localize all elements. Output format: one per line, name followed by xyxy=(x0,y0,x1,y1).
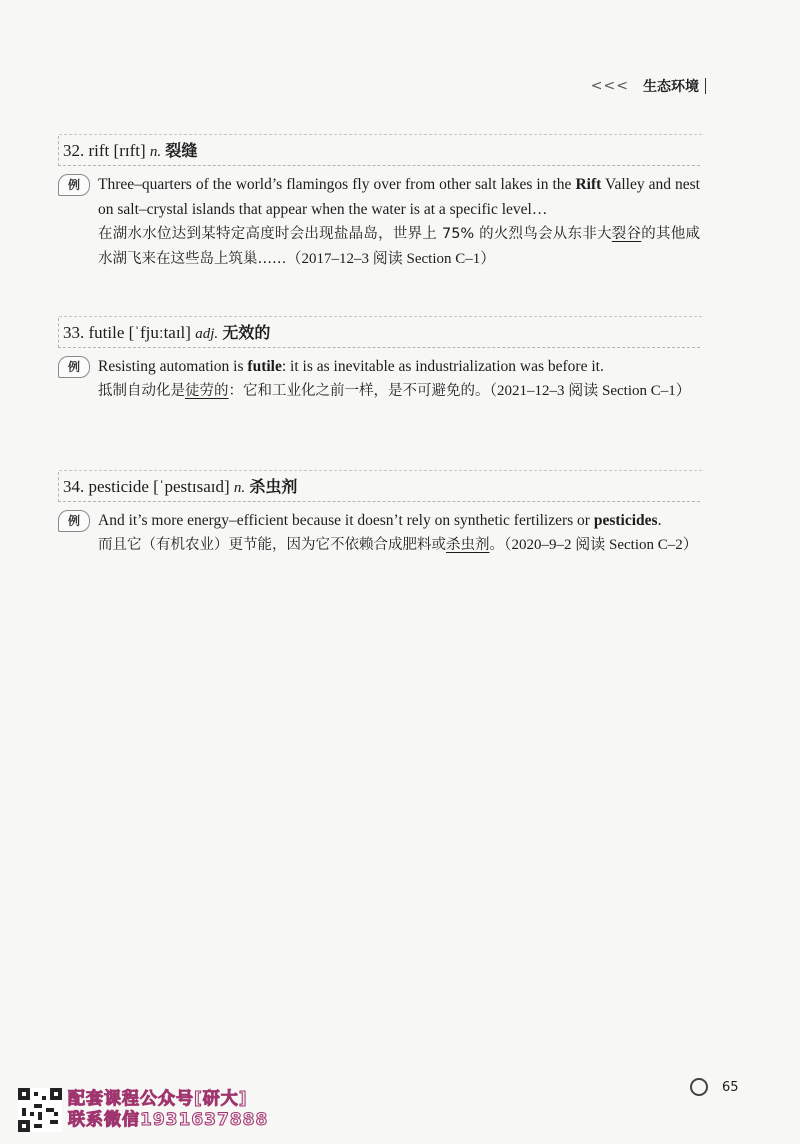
entry-heading xyxy=(58,136,700,166)
entry-number: 34. xyxy=(63,477,85,496)
watermark xyxy=(18,1088,268,1132)
entry-number: 33. xyxy=(63,323,85,342)
example-block xyxy=(58,354,700,404)
example-chinese: 在湖水水位达到某特定高度时会出现盐晶岛，世界上 75% 的火烈鸟会从东非大裂谷的其他咸水湖飞来在这些岛上筑巢……（2017–12–3 阅读 Section C–1） xyxy=(98,226,701,267)
entry-meaning: 无效的 xyxy=(222,323,271,342)
example-badge: 例 xyxy=(58,356,90,378)
header-divider xyxy=(705,78,706,94)
entry-number: 32. xyxy=(63,141,85,160)
vocab-entry-32 xyxy=(58,136,700,272)
entry-meaning: 裂缝 xyxy=(165,141,198,160)
header-arrows: <<< xyxy=(590,78,629,94)
entry-meaning: 杀虫剂 xyxy=(249,477,298,496)
entry-phonetic: [rɪft] xyxy=(113,141,146,160)
example-block xyxy=(58,172,700,272)
example-block xyxy=(58,508,700,558)
entry-word: rift xyxy=(88,141,110,160)
highlight-translation: 杀虫剂 xyxy=(446,537,490,553)
example-source: （2021–12–3 阅读 Section C–1） xyxy=(489,383,691,399)
highlight-word: futile xyxy=(247,358,282,375)
watermark-line-1: 配套课程公众号[研大] xyxy=(68,1089,248,1109)
example-source: （2020–9–2 阅读 Section C–2） xyxy=(504,537,698,553)
example-english: And it’s more energy–efficient because it doesn’t rely on synthetic fertilizers or pesticides. xyxy=(98,512,662,529)
highlight-word: pesticides xyxy=(593,512,658,529)
qr-code-icon xyxy=(18,1088,62,1132)
entry-word: pesticide xyxy=(88,477,149,496)
entry-pos: adj. xyxy=(195,326,219,342)
circle-icon xyxy=(690,1078,708,1096)
example-english: Three–quarters of the world’s flamingos fly over from other salt lakes in the Rift Valley and nest on salt–crystal islands that appear when the water is at a specific level… xyxy=(98,176,700,218)
vocab-entry-34 xyxy=(58,472,700,558)
highlight-translation: 裂谷 xyxy=(611,226,642,242)
highlight-word: Rift xyxy=(575,176,602,193)
entry-heading xyxy=(58,472,700,502)
example-source: （2017–12–3 阅读 Section C–1） xyxy=(286,251,496,267)
entry-phonetic: [ˈpestɪsaɪd] xyxy=(153,477,230,496)
entry-pos: n. xyxy=(233,480,246,496)
watermark-line-2: 联系微信1931637888 xyxy=(68,1110,269,1130)
entry-pos: n. xyxy=(149,144,162,160)
vocab-entry-33 xyxy=(58,318,700,404)
example-english: Resisting automation is futile: it is as inevitable as industrialization was before it. xyxy=(98,358,604,375)
page-number: 65 xyxy=(722,1079,739,1095)
entry-heading xyxy=(58,318,700,348)
example-chinese: 而且它（有机农业）更节能，因为它不依赖合成肥料或杀虫剂。（2020–9–2 阅读 Section C–2） xyxy=(98,537,698,553)
watermark-text xyxy=(68,1089,268,1131)
section-title: 生态环境 xyxy=(643,79,699,95)
page-footer xyxy=(690,1078,739,1096)
entry-phonetic: [ˈfjuːtaɪl] xyxy=(128,323,191,342)
running-header xyxy=(591,76,706,96)
example-chinese: 抵制自动化是徒劳的：它和工业化之前一样，是不可避免的。（2021–12–3 阅读 Section C–1） xyxy=(98,383,691,399)
highlight-translation: 徒劳的 xyxy=(185,383,229,399)
example-badge: 例 xyxy=(58,174,90,196)
entry-word: futile xyxy=(88,323,125,342)
example-badge: 例 xyxy=(58,510,90,532)
